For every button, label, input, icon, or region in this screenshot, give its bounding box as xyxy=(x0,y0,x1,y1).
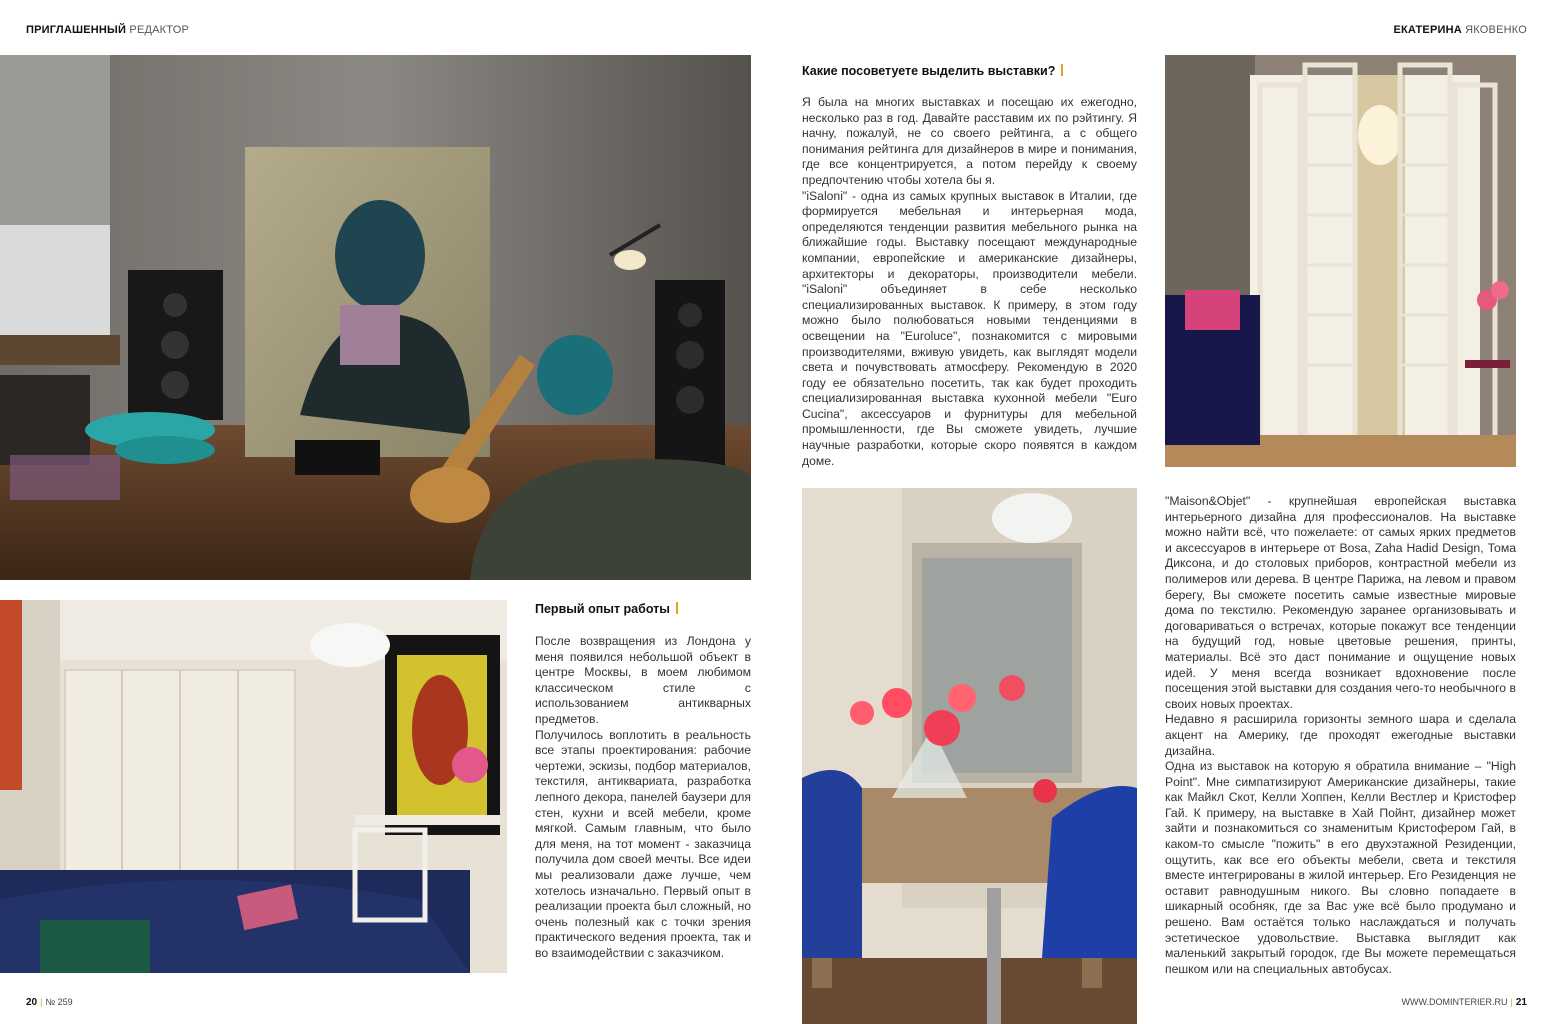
bedroom-photo xyxy=(0,600,507,973)
first-experience-heading: Первый опыт работы xyxy=(535,602,678,616)
dining-peonies-photo xyxy=(802,488,1137,1024)
exhibitions-text: Я была на многих выставках и посещаю их ежегодно, несколько раз в год. Давайте расставим их по рэйтингу. Я начну, пожалуй, не со своего рейтинга, а с общего понимания рейтинга для дизайнеров в мире и понимания, где все концентрируется, а потом перейду к своему предпочтению чтобы хотела бы я. "iSaloni" - одна из самых крупных выставок в Италии, где формируется мебельная и интерьерная мода, определяются тенденции развития мебельного рынка на ближайшие годы. Выставку посещают международные компании, европейские и американские дизайнеры, архитекторы и декораторы, производители мебели. "iSaloni" объединяет в себе несколько специализированных выставок. К примеру, в этом году можно было полюбоваться новыми тенденциями в освещении на "Euroluce", познакомится с мировыми производителями, вживую увидеть, как выглядят модели света и почувствовать атмосферу. Рекомендую в 2020 году ее обязательно посетить, так как будет проходить специализированная выставка кухонной мебели "Euro Cucina", аксессуаров и фурнитуры для мебельной промышленности, где Вы сможете увидеть, лучшие научные разработки, которые скоро появятся в каждом доме. xyxy=(802,95,1137,468)
page-number-left: 20 | № 259 xyxy=(26,997,73,1008)
heading-accent-bar xyxy=(1061,64,1063,76)
french-doors-photo xyxy=(1165,55,1516,467)
section-label: ПРИГЛАШЕННЫЙ РЕДАКТОР xyxy=(26,24,189,36)
heading-accent-bar xyxy=(676,602,678,614)
exhibitions-heading: Какие посоветуете выделить выставки? xyxy=(802,64,1063,78)
page-number-right: WWW.DOMINTERIER.RU | 21 xyxy=(1401,997,1527,1008)
first-experience-text: После возвращения из Лондона у меня появился небольшой объект в центре Москвы, в моем любимом классическом стиле с использованием антикварных предметов. Получилось воплотить в реальность все этапы проектирования: рабочие чертежи, эскизы, подбор материалов, текстиля, антиквариата, разработка лепного декора, панелей баузери для стен, кухни и всей мебели, кроме мягкой. Самым главным, что было для меня, на тот момент - заказчица получила дом своей мечты. Все идеи мы реализовали даже лучше, чем хотелось изначально. Первый опыт в реализации проекта был сложный, но очень полезный как с точки зрения практического ведения проекта, так и во взаимодействии с заказчиком. xyxy=(535,634,751,960)
maison-objet-text: "Maison&Objet" - крупнейшая европейская выставка интерьерного дизайна для профессионалов. На выставке можно найти всё, что пожелаете: от самых ярких предметов и аксессуаров в интерьере от Bosa, Zaha Hadid Design, Тома Диксона, и до столовых приборов, контрастной мебели из полимеров или дерева. В центре Парижа, на левом и правом берегу, Вы сможете посетить самые известные мировые дома по текстилю. Рекомендую заранее организовывать и договариваться о встречах, которые покажут все тенденции на будущий год, новые цветовые решения, принты, материалы. Всё это даст понимание и ощущение новых идей. У меня всегда возникает вдохновение после посещения этой выставки для создания чего-то необычного в своих новых проектах. Недавно я расширила горизонты земного шара и сделала акцент на Америку, где проходят ежегодные выставки дизайна. Одна из выставок на которую я обратила внимание – "High Point". Мне симпатизируют Американские дизайнеры, такие как Майкл Скот, Келли Хоппен, Келли Вестлер и Кристофер Гай. К примеру, на выставке в Хай Пойнт, дизайнер может зайти и познакомиться со знаменитым Кристофером Гай, в каком-то смысле "пожить" в его двухэтажной Резиденции, ощутить, как все его объекты мебели, света и текстиля вместе интегрированы в жилой интерьер. Его Резиденция не оставит равнодушным никого. Вы словно попадаете в шикарный особняк, где за Вас уже всё было продумано и решено. Вам остаётся только наслаждаться и получать эстетическое удовольствие. Выставка выглядит как маленький закрытый городок, где Вы можете перемещаться пешком или на специальных автобусах. xyxy=(1165,494,1516,976)
living-room-photo xyxy=(0,55,751,580)
author-name: ЕКАТЕРИНА ЯКОВЕНКО xyxy=(1393,24,1527,36)
